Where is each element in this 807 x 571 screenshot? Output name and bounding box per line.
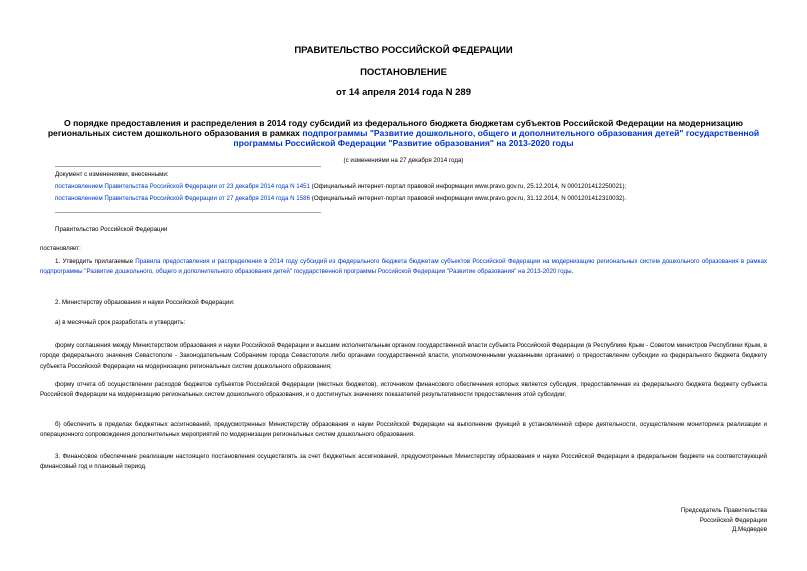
doc-changes-heading: Документ с изменениями, внесенными:: [55, 171, 169, 178]
doc-change-item: [55, 194, 766, 204]
doc-change-text: (Официальный интернет-портал правовой информации www.pravo.gov.ru, 31.12.2014, N 0001201412310032).: [310, 195, 627, 202]
paragraph-2a: а) в месячный срок разработать и утвердить:: [55, 319, 186, 326]
document-date-number: от 14 апреля 2014 года N 289: [336, 87, 471, 98]
rules-link[interactable]: Правила предоставления и распределения в 2014 году субсидий из федерального бюджета бюджетам субъектов Российской Федерации на модернизацию региональных систем дошкольного образования в рамках подпрограммы "Развитие дошкольного, общего и дополнительного образования детей" государственной программы Российской Федерации "Развитие образования" на 2013-2020 годы: [40, 258, 767, 276]
doc-change-link-1451[interactable]: постановлением Правительства Российской Федерации от 23 декабря 2014 года N 1451: [55, 183, 311, 190]
title-program-link[interactable]: государственной программы Российской Федерации "Развитие образования" на 2013-2020 годы: [233, 128, 760, 148]
signature-name: Д.Медведев: [732, 526, 767, 533]
paragraph-3: 3. Финансовое обеспечение реализации настоящего постановления осуществлять за счет бюджетных ассигнований, предусмотренных Министерству образования и науки Российской Федерации в федеральном бюджете на соответствующий финансовый год и плановый период.: [40, 453, 767, 471]
divider-top: [55, 166, 321, 167]
doc-change-text: (Официальный интернет-портал правовой информации www.pravo.gov.ru, 25.12.2014, N 0001201412250021);: [310, 183, 627, 190]
signature-position: Председатель Правительства: [680, 507, 767, 514]
government-heading: ПРАВИТЕЛЬСТВО РОССИЙСКОЙ ФЕДЕРАЦИИ: [294, 45, 513, 56]
paragraph-1: [40, 257, 767, 278]
document-title: [40, 118, 767, 148]
title-text-part1: О порядке предоставления и распределения в 2014 году субсидий из федерального бюджета бюджетам субъектов Российской Федерации на модернизацию региональных систем дошкольного образования в рамках: [47, 118, 743, 138]
paragraph-2a-item-1: форму соглашения между Министерством образования и науки Российской Федерации и высшим исполнительным органом государственной власти субъекта Российской Федерации (в Республике Крым - Советом министров Республики Крым, в городе федерального значения Севастополе - Законодательным Собранием города Севастополя либо органами государственной власти, уполномоченными указанными органами) о предоставлении субсидии из федерального бюджета бюджету субъекта Российской Федерации на модернизацию региональных систем дошкольного образования;: [40, 342, 767, 370]
divider-bottom: [55, 212, 321, 213]
doc-change-link-1586[interactable]: постановлением Правительства Российской Федерации от 27 декабря 2014 года N 1586: [55, 195, 311, 202]
paragraph-2b: б) обеспечить в пределах бюджетных ассигнований, предусмотренных Министерству образования и науки Российской Федерации на выполнение функций в установленной сфере деятельности, осуществление мониторинга реализации и операционного сопровождения дополнительных мероприятий по модернизации региональных систем дошкольного образования.: [40, 421, 767, 439]
title-subprogram-link[interactable]: подпрограммы "Развитие дошкольного, общего и дополнительного образования детей": [302, 128, 684, 138]
paragraph-1-end: .: [571, 268, 574, 276]
signature-block: [567, 506, 767, 535]
signature-org: Российской Федерации: [699, 516, 767, 524]
paragraph-1-text: 1. Утвердить прилагаемые: [55, 258, 136, 265]
doc-change-item: [55, 182, 766, 192]
decree-word: постановляет:: [40, 245, 81, 252]
paragraph-2: 2. Министерству образования и науки Российской Федерации:: [55, 299, 235, 306]
document-type-heading: ПОСТАНОВЛЕНИЕ: [360, 67, 447, 78]
paragraph-2a-item-2: форму отчета об осуществлении расходов бюджетов субъектов Российской Федерации (местных бюджетов), источником финансового обеспечения которых является субсидия, предоставленная из федерального бюджета бюджету субъекта Российской Федерации на модернизацию региональных систем дошкольного образования, и о достигнутых значениях показателей результативности предоставления этой субсидии;: [40, 381, 767, 399]
changes-note: (с изменениями на 27 декабря 2014 года): [343, 157, 464, 164]
issuer-line: Правительство Российской Федерации: [55, 226, 168, 233]
